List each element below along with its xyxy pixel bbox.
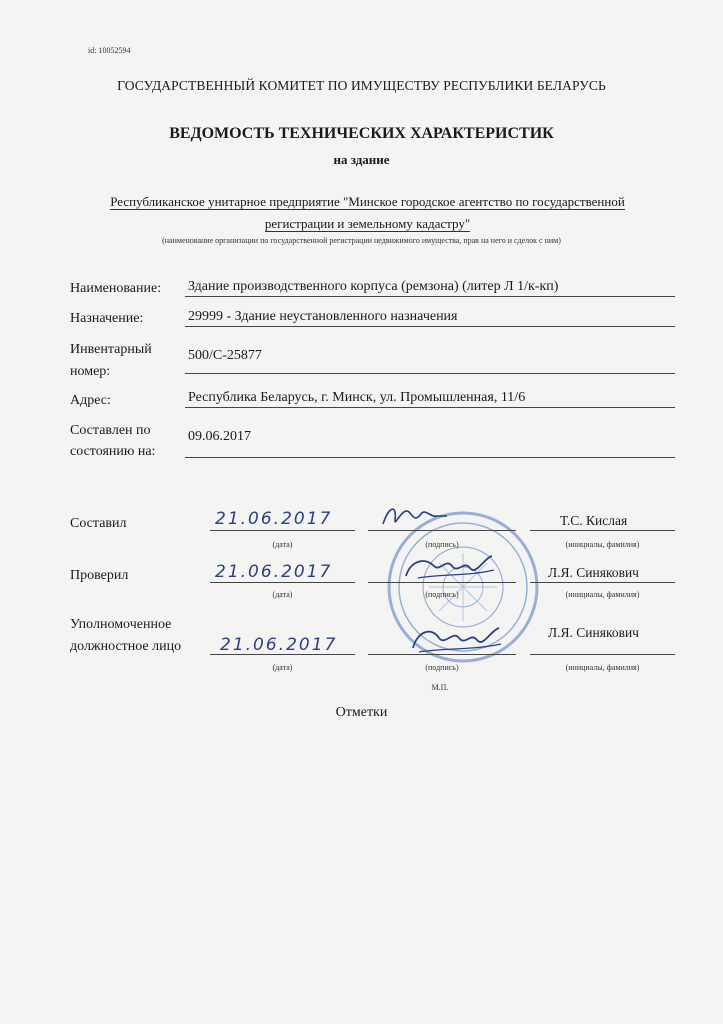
document-id: id: 10052594	[88, 46, 131, 55]
checked-name-caption: (инициалы, фамилия)	[565, 590, 640, 599]
state-label-1: Составлен по	[70, 423, 151, 438]
committee-heading: ГОСУДАРСТВЕННЫЙ КОМИТЕТ ПО ИМУЩЕСТВУ РЕСПУБЛИКИ БЕЛАРУСЬ	[117, 78, 606, 93]
state-label-2: состоянию на:	[70, 444, 156, 459]
official-name: Л.Я. Синякович	[548, 625, 639, 640]
compiled-date-caption: (дата)	[272, 540, 293, 549]
address-underline	[185, 407, 675, 408]
compiled-name: Т.С. Кислая	[560, 513, 628, 528]
inventory-underline	[185, 373, 675, 374]
checked-label: Проверил	[70, 568, 129, 583]
name-value: Здание производственного корпуса (ремзона) (литер Л 1/к-кп)	[188, 279, 559, 294]
official-date-caption: (дата)	[272, 663, 293, 672]
document-title: ВЕДОМОСТЬ ТЕХНИЧЕСКИХ ХАРАКТЕРИСТИК	[169, 125, 554, 142]
compiled-name-line	[530, 530, 675, 531]
address-value: Республика Беларусь, г. Минск, ул. Промышленная, 11/6	[188, 390, 526, 405]
state-value: 09.06.2017	[188, 429, 251, 444]
checked-date-line	[210, 582, 355, 583]
compiled-signature-line	[368, 530, 516, 531]
name-label: Наименование:	[70, 281, 162, 296]
compiled-name-caption: (инициалы, фамилия)	[565, 540, 640, 549]
compiled-date: 21.06.2017	[215, 509, 333, 529]
purpose-underline	[185, 326, 675, 327]
compiled-signature-icon	[375, 498, 455, 532]
checked-name: Л.Я. Синякович	[548, 565, 639, 580]
inventory-label-2: номер:	[70, 364, 111, 379]
checked-date: 21.06.2017	[215, 562, 333, 582]
organization-line-2: регистрации и земельному кадастру"	[264, 216, 471, 231]
checked-signature-caption: (подпись)	[425, 590, 459, 599]
compiled-date-line	[210, 530, 355, 531]
official-date-line	[210, 654, 355, 655]
organization-line-1: Республиканское унитарное предприятие "Минское городское агентство по государственной	[110, 194, 625, 209]
official-name-caption: (инициалы, фамилия)	[565, 663, 640, 672]
organization-name	[80, 191, 655, 235]
official-signature-line	[368, 654, 516, 655]
compiled-signature-caption: (подпись)	[425, 540, 459, 549]
seal-place: М.П.	[431, 683, 449, 692]
checked-name-line	[530, 582, 675, 583]
organization-note: (наименование организации по государственной регистрации недвижимого имущества, прав на него и сделок с ним)	[162, 236, 561, 245]
official-label-1: Уполномоченное	[70, 617, 172, 632]
official-date: 21.06.2017	[220, 635, 338, 655]
inventory-label-1: Инвентарный	[70, 342, 152, 357]
official-label-2: должностное лицо	[70, 639, 182, 654]
address-label: Адрес:	[70, 393, 111, 408]
marks-heading: Отметки	[335, 705, 388, 720]
checked-signature-line	[368, 582, 516, 583]
name-underline	[185, 296, 675, 297]
compiled-label: Составил	[70, 516, 127, 531]
purpose-value: 29999 - Здание неустановленного назначения	[188, 309, 458, 324]
checked-date-caption: (дата)	[272, 590, 293, 599]
state-underline	[185, 457, 675, 458]
official-signature-icon	[405, 618, 505, 662]
inventory-value: 500/С-25877	[188, 348, 262, 363]
purpose-label: Назначение:	[70, 311, 144, 326]
official-signature-caption: (подпись)	[425, 663, 459, 672]
document-subtitle: на здание	[333, 152, 390, 167]
official-name-line	[530, 654, 675, 655]
